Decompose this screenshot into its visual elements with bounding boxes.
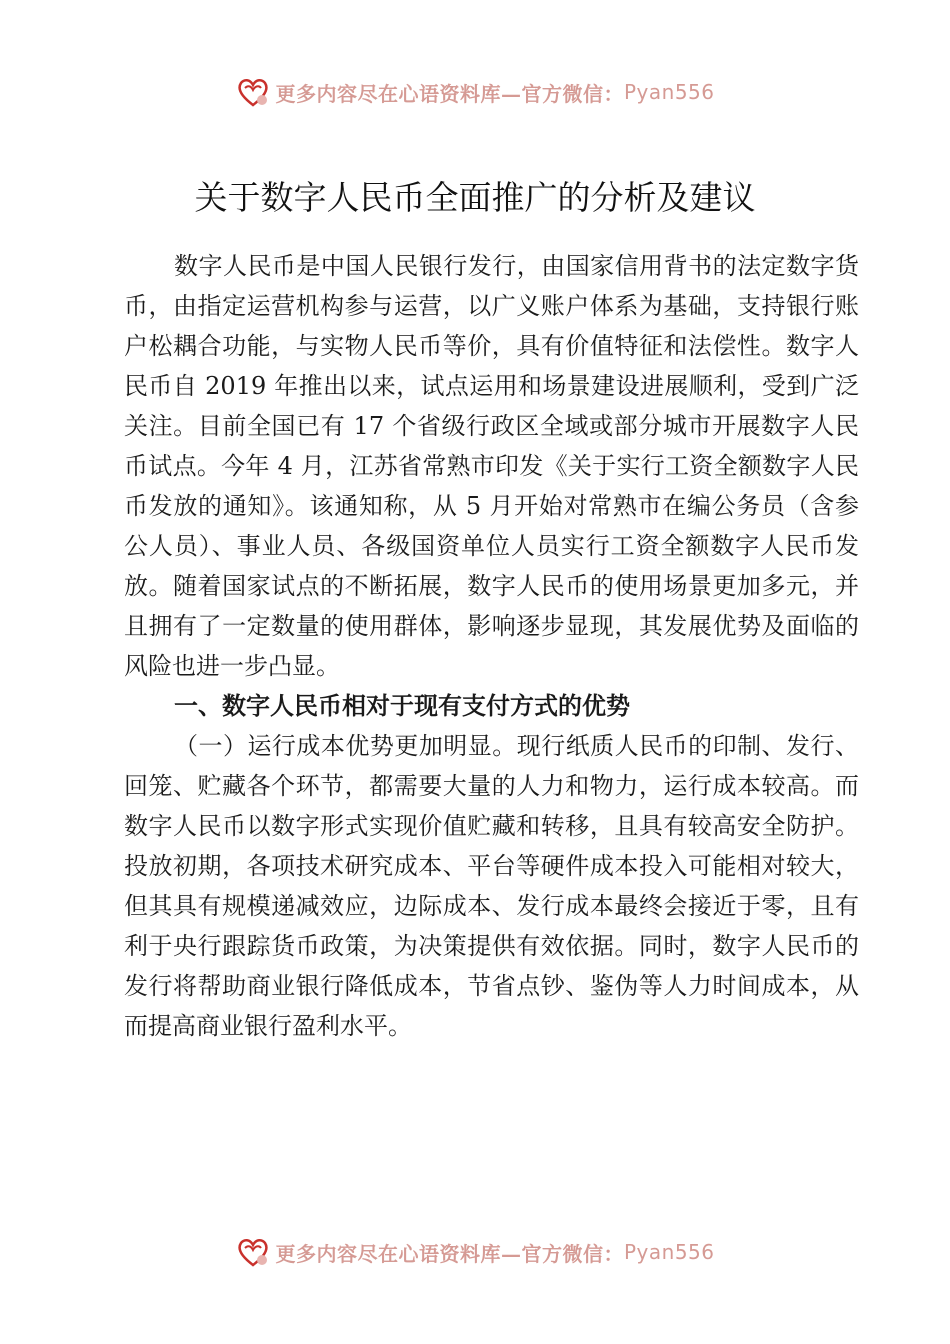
watermark-id: Pyan556 [623,80,715,104]
footer-watermark [0,1232,950,1272]
watermark-text: 更多内容尽在心语资料库—官方微信： [275,1241,624,1266]
heart-logo-icon [235,74,271,110]
document-title: 关于数字人民币全面推广的分析及建议 [194,178,756,217]
heart-logo-icon [235,1234,271,1270]
watermark-id: Pyan556 [623,1240,715,1264]
watermark-text: 更多内容尽在心语资料库—官方微信： [275,81,624,106]
section-heading: 一、数字人民币相对于现有支付方式的优势 [174,692,630,720]
intro-paragraph: 数字人民币是中国人民银行发行，由国家信用背书的法定数字货币，由指定运营机构参与运营，以广义账户体系为基础，支持银行账户松耦合功能，与实物人民币等价，具有价值特征和法偿性。数字人民币自 2019 年推出以来，试点运用和场景建设进展顺利，受到广泛关注。目前全国已有 17 个省级行政区全域或部分城市开展数字人民币试点。今年 4 月，江苏省常熟市印发《关于实行工资全额数字人民币发放的通知》。该通知称，从 5 月开始对常熟市在编公务员（含参公人员）、事业人员、各级国资单位人员实行工资全额数字人民币发放。随着国家试点的不断拓展，数字人民币的使用场景更加多元，并且拥有了一定数量的使用群体，影响逐步显现，其发展优势及面临的风险也进一步凸显。 [124,252,859,680]
header-watermark [0,72,950,112]
section-paragraph: （一）运行成本优势更加明显。现行纸质人民币的印制、发行、回笼、贮藏各个环节，都需要大量的人力和物力，运行成本较高。而数字人民币以数字形式实现价值贮藏和转移，且具有较高安全防护。投放初期，各项技术研究成本、平台等硬件成本投入可能相对较大，但其具有规模递减效应，边际成本、发行成本最终会接近于零，且有利于央行跟踪货币政策，为决策提供有效依据。同时，数字人民币的发行将帮助商业银行降低成本，节省点钞、鉴伪等人力时间成本，从而提高商业银行盈利水平。 [124,732,859,1040]
document-body [124,246,859,1046]
